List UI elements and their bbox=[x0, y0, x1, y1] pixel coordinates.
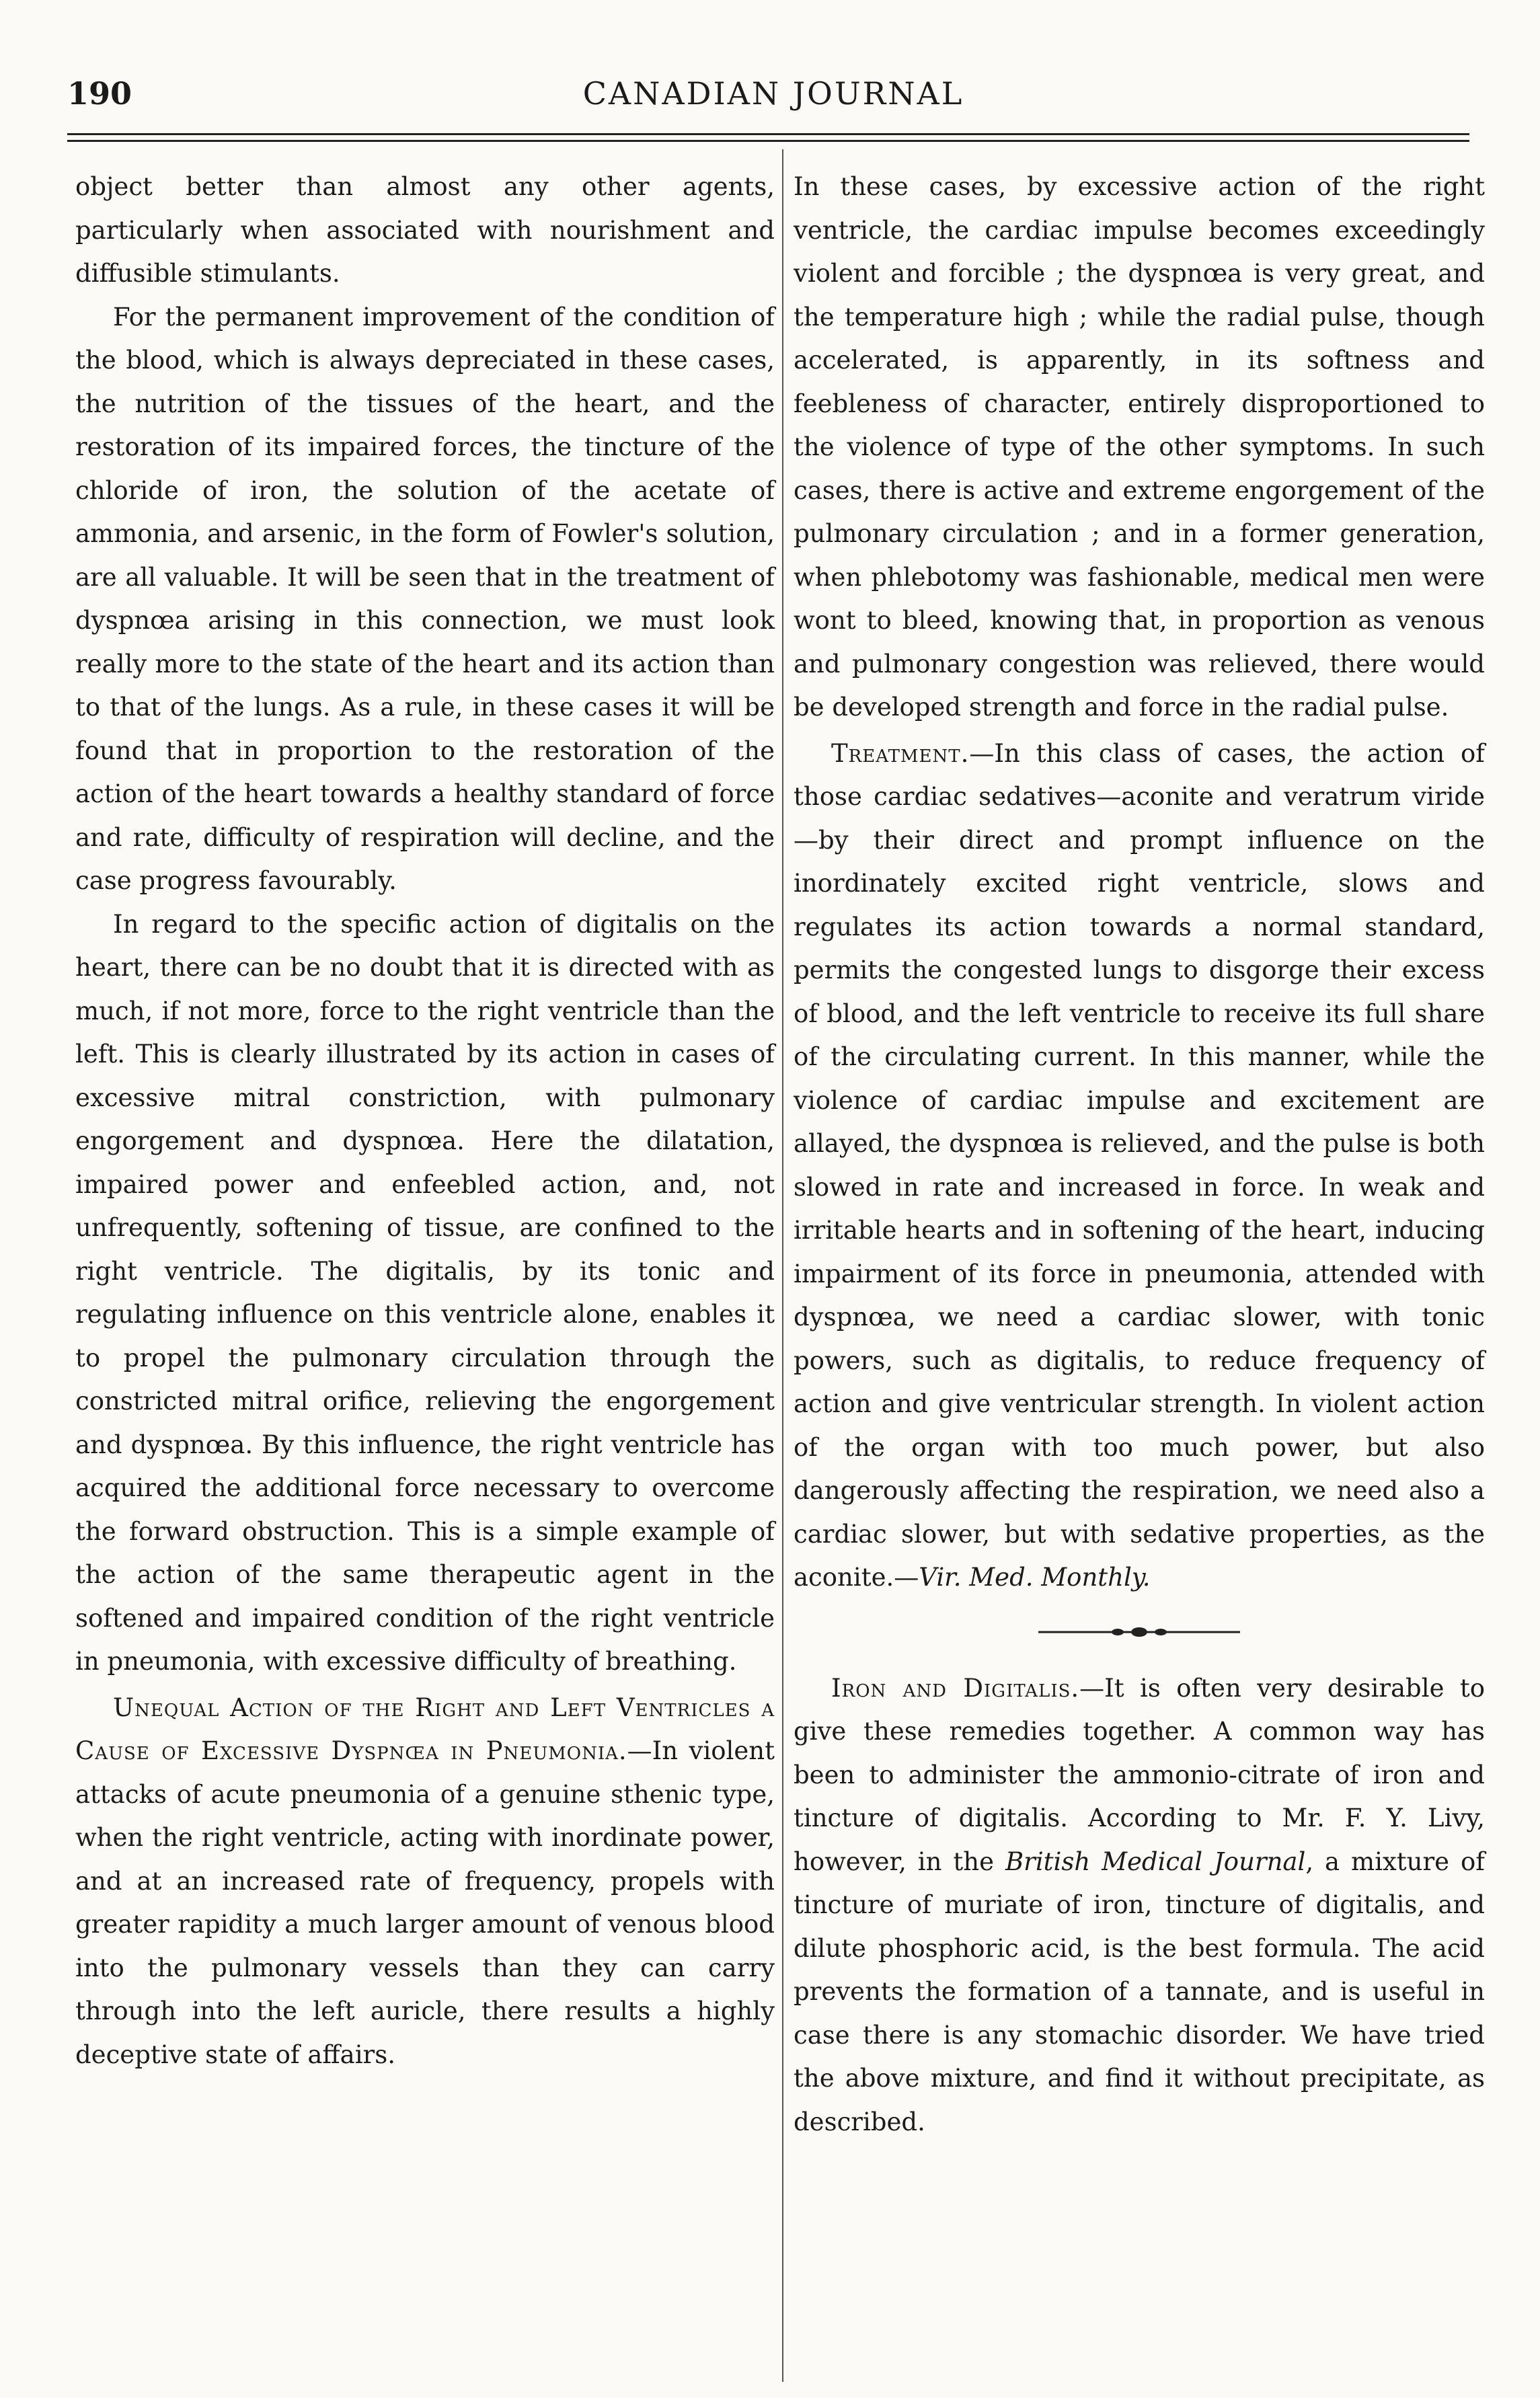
header-rule bbox=[67, 133, 1469, 135]
right-column bbox=[794, 165, 1485, 2144]
page-header bbox=[67, 75, 1479, 129]
section-ornament bbox=[794, 1625, 1485, 1646]
header-rule bbox=[67, 140, 1469, 142]
paragraph: In regard to the specific action of digitalis on the heart, there can be no doubt that it is directed with as much, if not more, force to the right ventricle than the left. This is clearly illustrated by its action in cases of excessive mitral constriction, with pulmonary engorgement and dyspnœa. Here the dilatation, impaired power and enfeebled action, and, not unfrequently, softening of tissue, are confined to the right ventricle. The digitalis, by its tonic and regulating influence on this ventricle alone, enables it to propel the pulmonary circulation through the constricted mitral orifice, relieving the engorgement and dyspnœa. By this influence, the right ventricle has acquired the additional force necessary to overcome the forward obstruction. This is a simple example of the action of the same therapeutic agent in the softened and impaired condition of the right ventricle in pneumonia, with excessive difficulty of breathing. bbox=[75, 909, 775, 1676]
journal-reference: British Medical Journal bbox=[1005, 1847, 1306, 1876]
paragraph-text: —In this class of cases, the action of those cardiac sedatives—aconite and veratrum viride—by their direct and prompt influence on the inordinately excited right ventricle, slows and regulates its action towards a normal standard, permits the congested lungs to disgorge their excess of blood, and the left ventricle to receive its full share of the circulating current. In this manner, while the violence of cardiac impulse and excitement are allayed, the dyspnœa is relieved, and the pulse is both slowed in rate and increased in force. In weak and irritable hearts and in softening of the heart, inducing impairment of its force in pneumonia, attended with dyspnœa, we need a cardiac slower, with tonic powers, such as digitalis, to reduce frequency of action and give ventricular strength. In violent action of the organ with too much power, but also dangerously affecting the respiration, we need also a cardiac slower, but with sedative properties, as the aconite.— bbox=[794, 738, 1485, 1592]
left-column bbox=[75, 165, 775, 2077]
paragraph: In these cases, by excessive action of the right ventricle, the cardiac impulse becomes exceedingly violent and forcible ; the dyspnœa is very great, and the temperature high ; while the radial pulse, though accelerated, is apparently, in its softness and feebleness of character, entirely disproportioned to the violence of type of the other symptoms. In such cases, there is active and extreme engorgement of the pulmonary circulation ; and in a former generation, when phlebotomy was fashionable, medical men were wont to bleed, knowing that, in proportion as venous and pulmonary congestion was relieved, there would be developed strength and force in the radial pulse. bbox=[794, 172, 1485, 722]
column-divider bbox=[782, 149, 783, 2382]
section-heading: Treatment. bbox=[831, 738, 970, 768]
paragraph bbox=[794, 732, 1485, 1600]
paragraph: For the permanent improvement of the condition of the blood, which is always depreciated in these cases, the nutrition of the tissues of the heart, and the restoration of its impaired forces, the tincture of the chloride of iron, the solution of the acetate of ammonia, and arsenic, in the form of Fowler's solution, are all valuable. It will be seen that in the treatment of dyspnœa arising in this connection, we must look really more to the state of the heart and its action than to that of the lungs. As a rule, in these cases it will be found that in proportion to the restoration of the action of the heart towards a healthy standard of force and rate, difficulty of respiration will decline, and the case progress favourably. bbox=[75, 302, 775, 895]
page-number: 190 bbox=[67, 75, 132, 112]
paragraph-text: —In violent attacks of acute pneumonia of a genuine sthenic type, when the right ventricle, acting with inordinate power, and at an increased rate of frequency, propels with greater rapidity a much larger amount of venous blood into the pulmonary vessels than they can carry through into the left auricle, there results a highly deceptive state of affairs. bbox=[75, 1736, 775, 2069]
paragraph bbox=[75, 1687, 775, 2077]
paragraph-text: , a mixture of tincture of muriate of iron, tincture of digitalis, and dilute phosphoric acid, is the best formula. The acid prevents the formation of a tannate, and is useful in case there is any stomachic disorder. We have tried the above mixture, and find it without precipitate, as described. bbox=[794, 1847, 1485, 2136]
paragraph bbox=[794, 1667, 1485, 2144]
paragraph: object better than almost any other agents, particularly when associated with nourishment and diffusible stimulants. bbox=[75, 172, 775, 288]
section-heading: Iron and Digitalis. bbox=[831, 1673, 1080, 1703]
citation: Vir. Med. Monthly. bbox=[919, 1563, 1151, 1592]
ornament-rule-icon bbox=[1038, 1625, 1240, 1639]
paragraph-text: —It is often very desirable to give these remedies together. A common way has been to administer the ammonio-citrate of iron and tincture of digitalis. According to Mr. F. Y. Livy, however, in the bbox=[794, 1673, 1485, 1876]
journal-title: CANADIAN JOURNAL bbox=[582, 75, 964, 112]
section-heading: Unequal Action of the Right and Left Ventricles a Cause of Excessive Dyspnœa in Pneumonia. bbox=[75, 1693, 775, 1765]
